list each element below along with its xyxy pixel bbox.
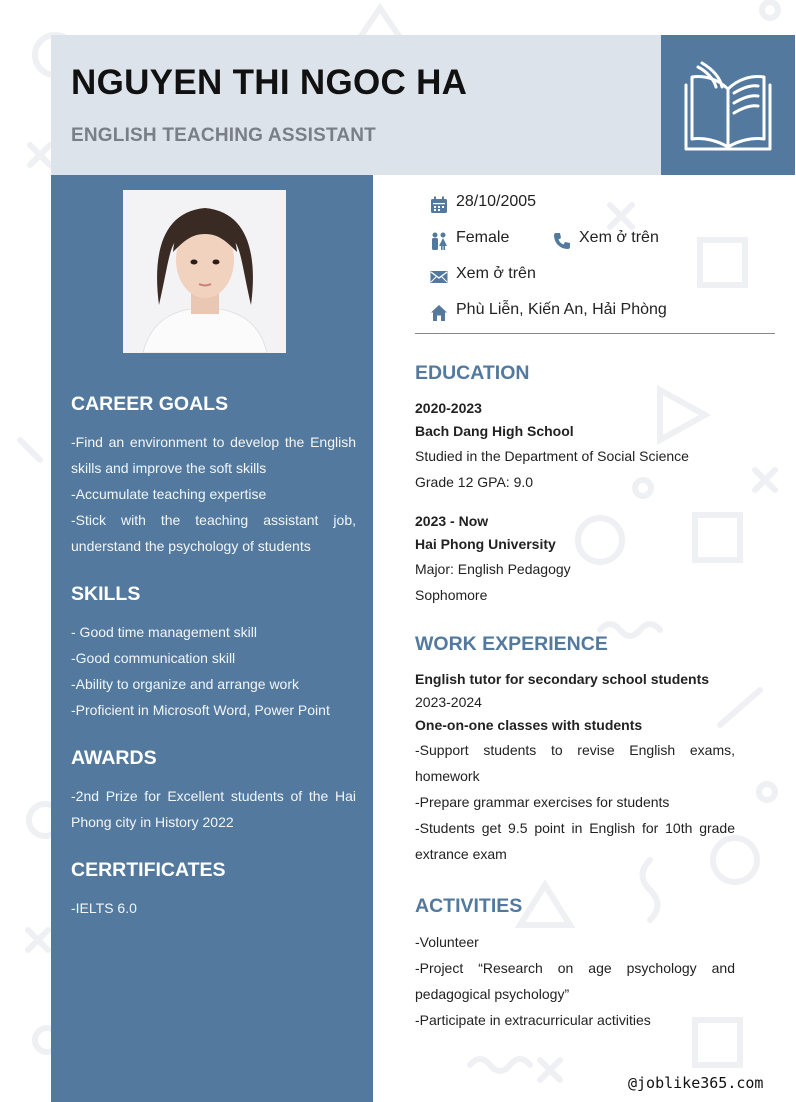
candidate-name: NGUYEN THI NGOC HA bbox=[71, 63, 468, 102]
gender-value: Female bbox=[456, 229, 510, 246]
list-item: - Good time management skill bbox=[71, 624, 257, 640]
list-item: -IELTS 6.0 bbox=[71, 900, 137, 916]
email-value: Xem ở trên bbox=[456, 265, 536, 282]
gender-icon bbox=[430, 232, 448, 250]
work-detail: -Support students to revise English exams, homework bbox=[415, 742, 735, 784]
work-subtitle: One-on-one classes with students bbox=[415, 717, 643, 733]
skills-list bbox=[71, 619, 356, 723]
list-item: -Stick with the teaching assistant job, understand the psychology of students bbox=[71, 512, 356, 554]
list-item: -2nd Prize for Excellent students of the Hai Phong city in History 2022 bbox=[71, 788, 356, 830]
sidebar bbox=[51, 175, 373, 1102]
work-entry bbox=[415, 668, 735, 867]
education-detail: Grade 12 GPA: 9.0 bbox=[415, 474, 534, 490]
dob-value: 28/10/2005 bbox=[456, 193, 537, 210]
awards-title: AWARDS bbox=[71, 747, 157, 769]
profile-photo bbox=[123, 190, 286, 353]
education-entry bbox=[415, 510, 735, 608]
open-book-icon bbox=[682, 59, 774, 151]
list-item: -Accumulate teaching expertise bbox=[71, 486, 267, 502]
education-detail: Sophomore bbox=[415, 587, 488, 603]
list-item: -Ability to organize and arrange work bbox=[71, 676, 300, 692]
job-title: ENGLISH TEACHING ASSISTANT bbox=[71, 125, 376, 146]
activity-item: -Participate in extracurricular activities bbox=[415, 1012, 651, 1028]
skills-title: SKILLS bbox=[71, 583, 141, 605]
logo-box bbox=[661, 35, 795, 175]
list-item: -Find an environment to develop the English skills and improve the soft skills bbox=[71, 434, 356, 476]
activities-title: ACTIVITIES bbox=[415, 895, 523, 917]
work-detail: -Students get 9.5 point in English for 10th grade extrance exam bbox=[415, 820, 735, 862]
work-period: 2023-2024 bbox=[415, 694, 482, 710]
certificates-list bbox=[71, 895, 356, 921]
education-period: 2023 - Now bbox=[415, 513, 489, 529]
activity-item: -Project “Research on age psychology and pedagogical psychology” bbox=[415, 960, 735, 1002]
activities-list bbox=[415, 929, 735, 1033]
activity-item: -Volunteer bbox=[415, 934, 479, 950]
phone-value: Xem ở trên bbox=[579, 229, 659, 246]
certificates-title: CERRTIFICATES bbox=[71, 859, 226, 881]
education-detail: Studied in the Department of Social Science bbox=[415, 448, 689, 464]
education-detail: Major: English Pedagogy bbox=[415, 561, 571, 577]
calendar-icon bbox=[430, 196, 448, 214]
education-entry bbox=[415, 397, 735, 495]
header bbox=[51, 35, 661, 175]
education-school: Bach Dang High School bbox=[415, 423, 574, 439]
home-icon bbox=[430, 304, 448, 322]
watermark: @joblike365.com bbox=[628, 1074, 764, 1092]
education-school: Hai Phong University bbox=[415, 536, 556, 552]
work-role: English tutor for secondary school students bbox=[415, 671, 710, 687]
list-item: -Good communication skill bbox=[71, 650, 236, 666]
mail-icon bbox=[430, 268, 448, 286]
phone-icon bbox=[553, 232, 571, 250]
work-experience-title: WORK EXPERIENCE bbox=[415, 633, 608, 655]
awards-list bbox=[71, 783, 356, 835]
address-value: Phù Liễn, Kiến An, Hải Phòng bbox=[456, 301, 667, 318]
education-title: EDUCATION bbox=[415, 362, 530, 384]
work-detail: -Prepare grammar exercises for students bbox=[415, 794, 670, 810]
education-period: 2020-2023 bbox=[415, 400, 482, 416]
career-goals-list bbox=[71, 429, 356, 559]
list-item: -Proficient in Microsoft Word, Power Point bbox=[71, 702, 330, 718]
career-goals-title: CAREER GOALS bbox=[71, 393, 229, 415]
divider bbox=[415, 333, 775, 334]
